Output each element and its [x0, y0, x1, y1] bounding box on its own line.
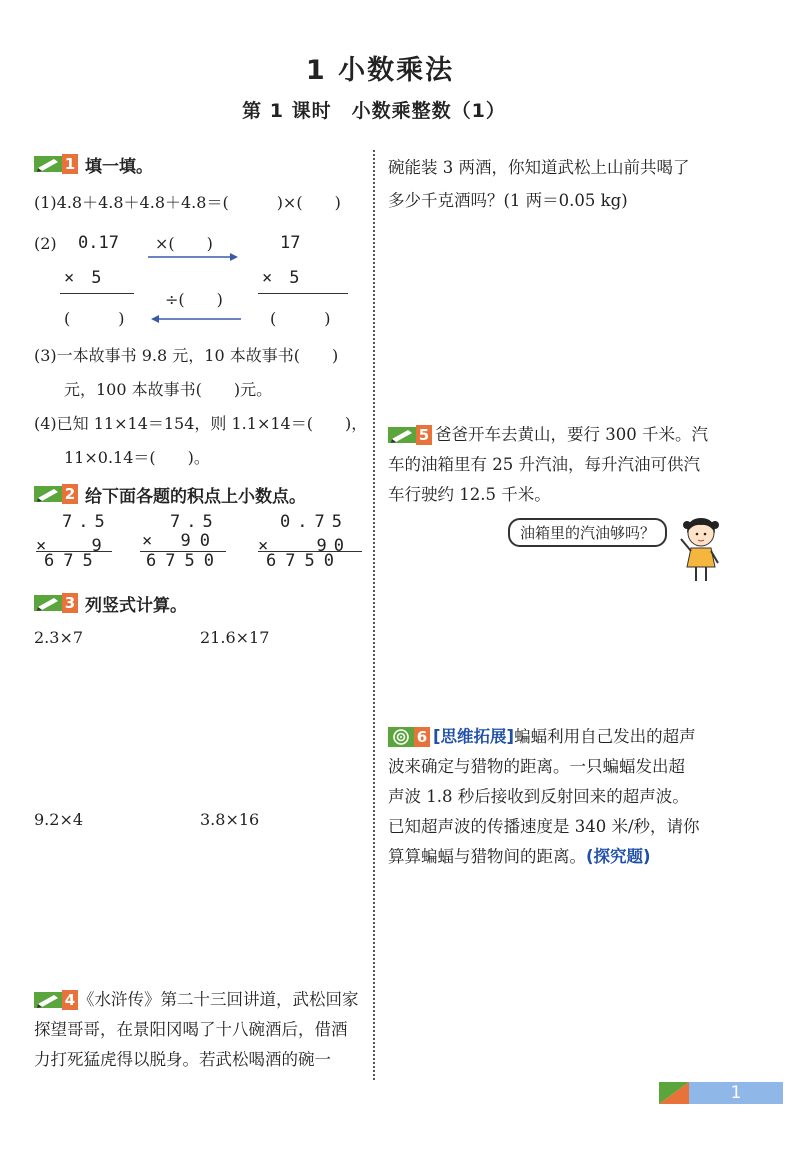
q1-part4-line2: 11×0.14＝( )。 [64, 448, 210, 467]
q4-line-3: 力打死猛虎得以脱身。若武松喝酒的碗一 [34, 1050, 331, 1069]
page-number-tab [659, 1082, 783, 1104]
q2-problem-3-result: 6750 [266, 551, 343, 571]
exploration-tag: (探究题) [586, 847, 651, 866]
q1-bottom-operator: ÷( ) [165, 290, 223, 309]
q1-number-a: 0.17 [78, 233, 119, 253]
right-arrow-icon [146, 250, 241, 264]
q2-problem-1-top: 7.5 [62, 512, 111, 532]
question-number: 1 [62, 154, 78, 174]
question-5 [388, 420, 758, 510]
q1-times-5-left: × 5 [64, 268, 102, 288]
q1-part4-line1: (4)已知 11×14＝154，则 1.1×14＝( )， [34, 414, 368, 433]
question-number: 4 [62, 990, 78, 1010]
question-number: 3 [62, 593, 78, 613]
question-3-header [34, 592, 187, 614]
q4-line-2: 探望哥哥，在景阳冈喝了十八碗酒后，借酒 [34, 1020, 348, 1039]
q3-item-4: 3.8×16 [200, 810, 260, 829]
question-number: 2 [62, 484, 78, 504]
q1-part3-line2: 元，100 本故事书( )元。 [64, 380, 273, 399]
q3-item-1: 2.3×7 [34, 628, 84, 647]
target-icon [388, 727, 414, 747]
question-4 [34, 985, 370, 1075]
question-badge [388, 727, 430, 747]
question-2-header [34, 483, 306, 505]
pencil-icon [388, 426, 416, 444]
q2-problem-2-result: 6750 [146, 551, 223, 571]
q1-blank-right: ( ) [270, 309, 331, 328]
q2-problem-2-top: 7.5 [170, 512, 219, 532]
q1-rule-left [60, 293, 134, 294]
q6-line-1: 蝙蝠利用自己发出的超声 [514, 727, 696, 746]
q1-part2-label: (2) [34, 234, 57, 253]
q5-line-1: 爸爸开车去黄山，要行 300 千米。汽 [435, 425, 708, 444]
q1-times-5-right: × 5 [262, 268, 300, 288]
page-number: 1 [689, 1082, 783, 1104]
pencil-icon [34, 991, 62, 1009]
speech-bubble: 油箱里的汽油够吗？ [508, 518, 667, 547]
q3-item-3: 9.2×4 [34, 810, 84, 829]
q2-problem-1-multiplier: × 9 [36, 536, 108, 556]
q1-part3-line1: (3)一本故事书 9.8 元，10 本故事书( ) [34, 346, 339, 365]
q4-line-5: 多少千克酒吗？(1 两＝0.05 kg) [388, 191, 628, 210]
q2-problem-2-multiplier: × 90 [142, 531, 219, 551]
q5-line-2: 车的油箱里有 25 升汽油，每升汽油可供汽 [388, 455, 700, 474]
question-badge [388, 425, 432, 445]
question-number: 6 [414, 727, 430, 747]
q1-part1: (1)4.8＋4.8＋4.8＋4.8＝( )×( ) [34, 193, 341, 212]
question-number: 5 [416, 425, 432, 445]
q6-line-5: 算算蝙蝠与猎物间的距离。 [388, 847, 586, 866]
page-corner-icon [659, 1082, 689, 1104]
q6-line-4: 已知超声波的传播速度是 340 米/秒，请你 [388, 817, 700, 836]
q5-line-3: 车行驶约 12.5 千米。 [388, 485, 551, 504]
question-1-header [34, 153, 153, 175]
q1-rule-right [258, 293, 348, 294]
q2-problem-3-top: 0.75 [280, 512, 349, 532]
question-6 [388, 722, 760, 872]
q6-line-2: 波来确定与猎物的距离。一只蝙蝠发出超 [388, 757, 685, 776]
lesson-subtitle: 第 1 课时 小数乘整数（1） [242, 100, 506, 122]
question-title: 列竖式计算。 [85, 595, 187, 616]
q4-line-1: 《水浒传》第二十三回讲道，武松回家 [78, 990, 359, 1009]
pencil-icon [34, 485, 62, 503]
question-badge [34, 154, 78, 174]
pencil-icon [34, 155, 62, 173]
q4-line-4: 碗能装 3 两酒，你知道武松上山前共喝了 [388, 158, 690, 177]
chapter-title: 1 小数乘法 [305, 55, 455, 86]
question-badge [34, 990, 78, 1010]
q2-problem-3-multiplier: × 90 [258, 536, 351, 556]
q1-top-operator: ×( ) [155, 234, 213, 253]
thinking-extension-tag: [思维拓展] [433, 727, 515, 746]
q6-line-3: 声波 1.8 秒后接收到反射回来的超声波。 [388, 787, 689, 806]
q2-problem-1-result: 675 [44, 551, 102, 571]
question-title: 给下面各题的积点上小数点。 [85, 486, 306, 507]
question-badge [34, 484, 78, 504]
q3-item-2: 21.6×17 [200, 628, 270, 647]
girl-illustration-icon [670, 515, 730, 585]
question-title: 填一填。 [85, 156, 153, 177]
pencil-icon [34, 594, 62, 612]
q1-number-b: 17 [280, 233, 301, 253]
left-arrow-icon [148, 312, 243, 326]
column-divider [373, 150, 375, 1080]
q1-blank-left: ( ) [64, 309, 125, 328]
question-badge [34, 593, 78, 613]
